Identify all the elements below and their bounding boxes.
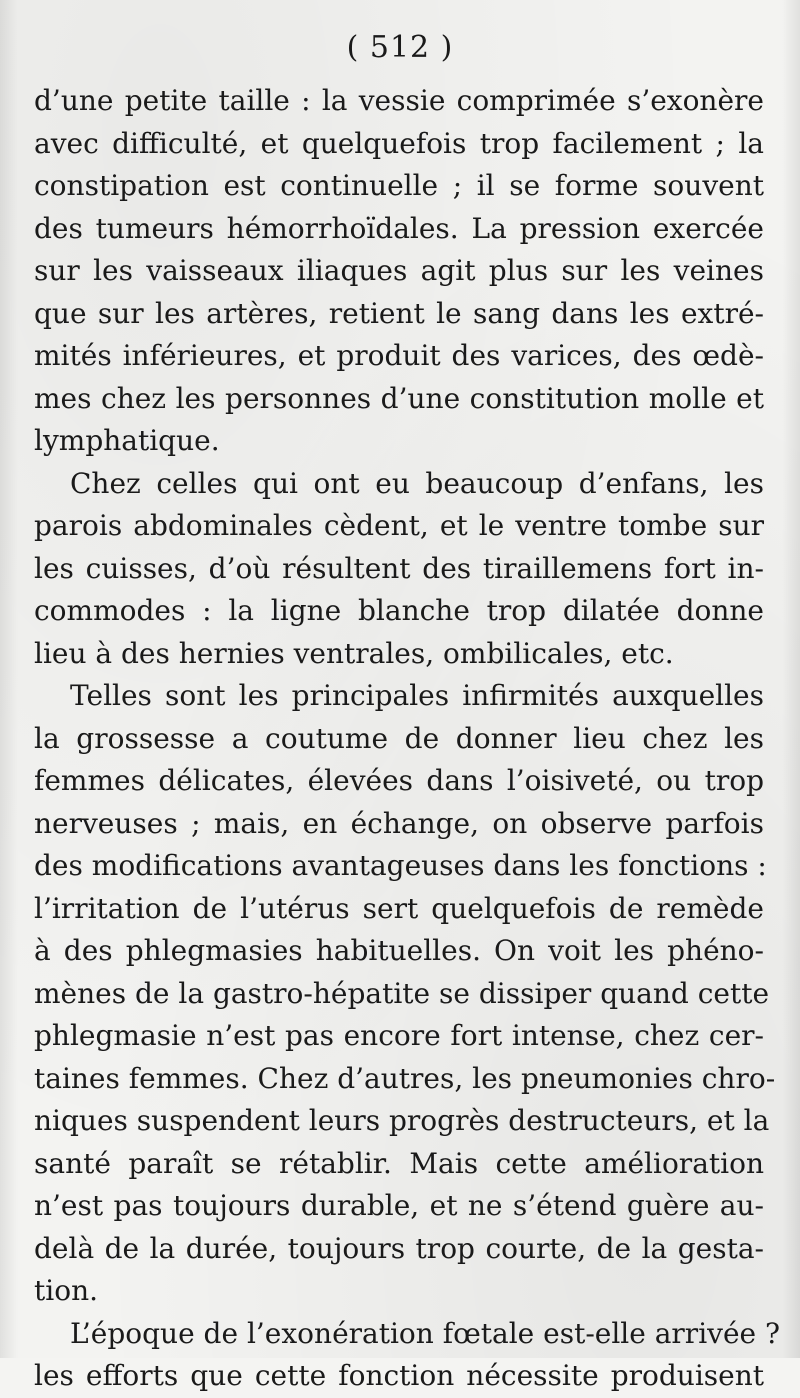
page-number: ( 512 ) — [346, 30, 454, 65]
text-line: niques suspendent leurs progrès destructeurs, et la — [34, 1104, 770, 1137]
text-line: n’est pas toujours durable, et ne s’étend guère au- — [34, 1189, 764, 1222]
text-line: l’irritation de l’utérus sert quelquefois de remède — [34, 891, 764, 925]
text-line: des tumeurs hémorrhoïdales. La pression exercée — [34, 211, 764, 245]
page-edge-shadow-right — [782, 0, 800, 1358]
text-line: commodes : la ligne blanche trop dilatée donne — [34, 594, 764, 627]
text-line: lymphatique. — [34, 424, 220, 457]
text-line: sur les vaisseaux iliaques agit plus sur les veines — [34, 254, 764, 287]
text-line: Chez celles qui ont eu beaucoup d’enfans, les — [70, 466, 764, 500]
text-line: des modifications avantageuses dans les fonctions : — [34, 849, 767, 882]
text-line: delà de la durée, toujours trop courte, de la gesta- — [34, 1231, 764, 1265]
text-line: parois abdominales cèdent, et le ventre tombe sur — [34, 509, 764, 542]
text-line: Telles sont les principales infirmités auxquelles — [70, 679, 764, 712]
text-line: d’une petite taille : la vessie comprimée s’exonère — [34, 84, 764, 117]
page-edge-shadow-left — [0, 0, 18, 1358]
text-line: les efforts que cette fonction nécessite produisent — [34, 1359, 764, 1392]
text-line: avec difficulté, et quelquefois trop facilement ; la — [34, 126, 764, 160]
text-line: lieu à des hernies ventrales, ombilicales, etc. — [34, 636, 674, 670]
text-line: tion. — [34, 1274, 98, 1307]
text-line: mités inférieures, et produit des varices, des œdè- — [34, 339, 764, 372]
body-text — [34, 80, 781, 1398]
text-line: mènes de la gastro-hépatite se dissiper quand cette — [34, 976, 770, 1010]
text-line: nerveuses ; mais, en échange, on observe parfois — [34, 806, 764, 840]
text-line: mes chez les personnes d’une constitution molle et — [34, 381, 764, 415]
text-line: L’époque de l’exonération fœtale est-elle arrivée ? — [70, 1316, 781, 1350]
text-line: femmes délicates, élevées dans l’oisiveté, ou trop — [34, 764, 764, 797]
text-line: que sur les artères, retient le sang dans les extré- — [34, 296, 764, 330]
text-line: les cuisses, d’où résultent des tiraillemens fort in- — [34, 551, 764, 585]
text-line: phlegmasie n’est pas encore fort intense, chez cer- — [34, 1019, 764, 1052]
text-line: taines femmes. Chez d’autres, les pneumonies chro- — [34, 1061, 776, 1095]
text-line: constipation est continuelle ; il se forme souvent — [34, 169, 764, 202]
text-line: la grossesse a coutume de donner lieu chez les — [34, 721, 764, 755]
text-line: santé paraît se rétablir. Mais cette amélioration — [34, 1146, 764, 1180]
text-line: à des phlegmasies habituelles. On voit les phéno- — [34, 934, 764, 967]
